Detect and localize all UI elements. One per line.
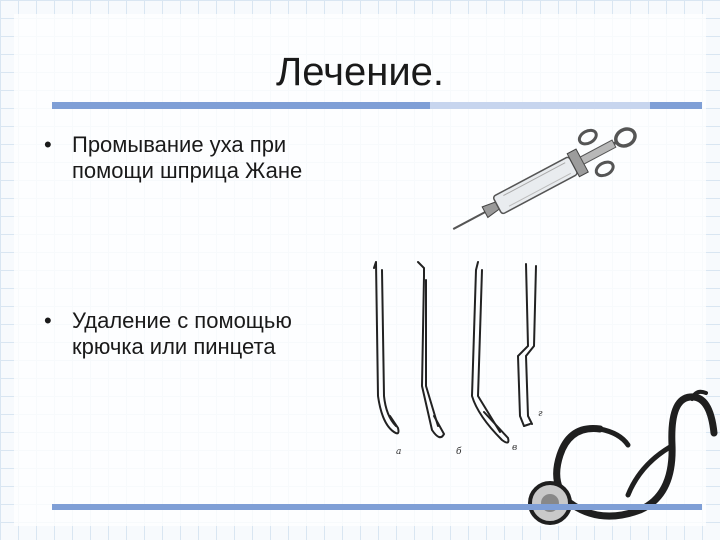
stethoscope-illustration: [510, 385, 720, 540]
instrument-letter-g: г: [538, 409, 543, 419]
slide-title: Лечение.: [275, 50, 445, 94]
bullet-icon: •: [44, 308, 52, 333]
bullet-item-ear-wash: [40, 132, 380, 184]
bullet-text-line: Удаление с помощью: [72, 308, 292, 333]
bullet-item-removal: [40, 308, 380, 360]
syringe-illustration: [430, 118, 660, 238]
bullet-text-line: помощи шприца Жане: [72, 158, 303, 183]
bullet-text-line: Промывание уха при: [72, 132, 287, 157]
bullet-list: [40, 132, 380, 360]
bottom-accent-bar: [52, 504, 702, 510]
bullet-text-line: крючка или пинцета: [72, 334, 276, 359]
instrument-letter-v: в: [512, 443, 518, 453]
instrument-letter-a: а: [396, 447, 402, 457]
title-underline-gap: [430, 102, 650, 109]
instrument-letter-b: б: [456, 447, 462, 457]
bullet-icon: •: [44, 132, 52, 157]
